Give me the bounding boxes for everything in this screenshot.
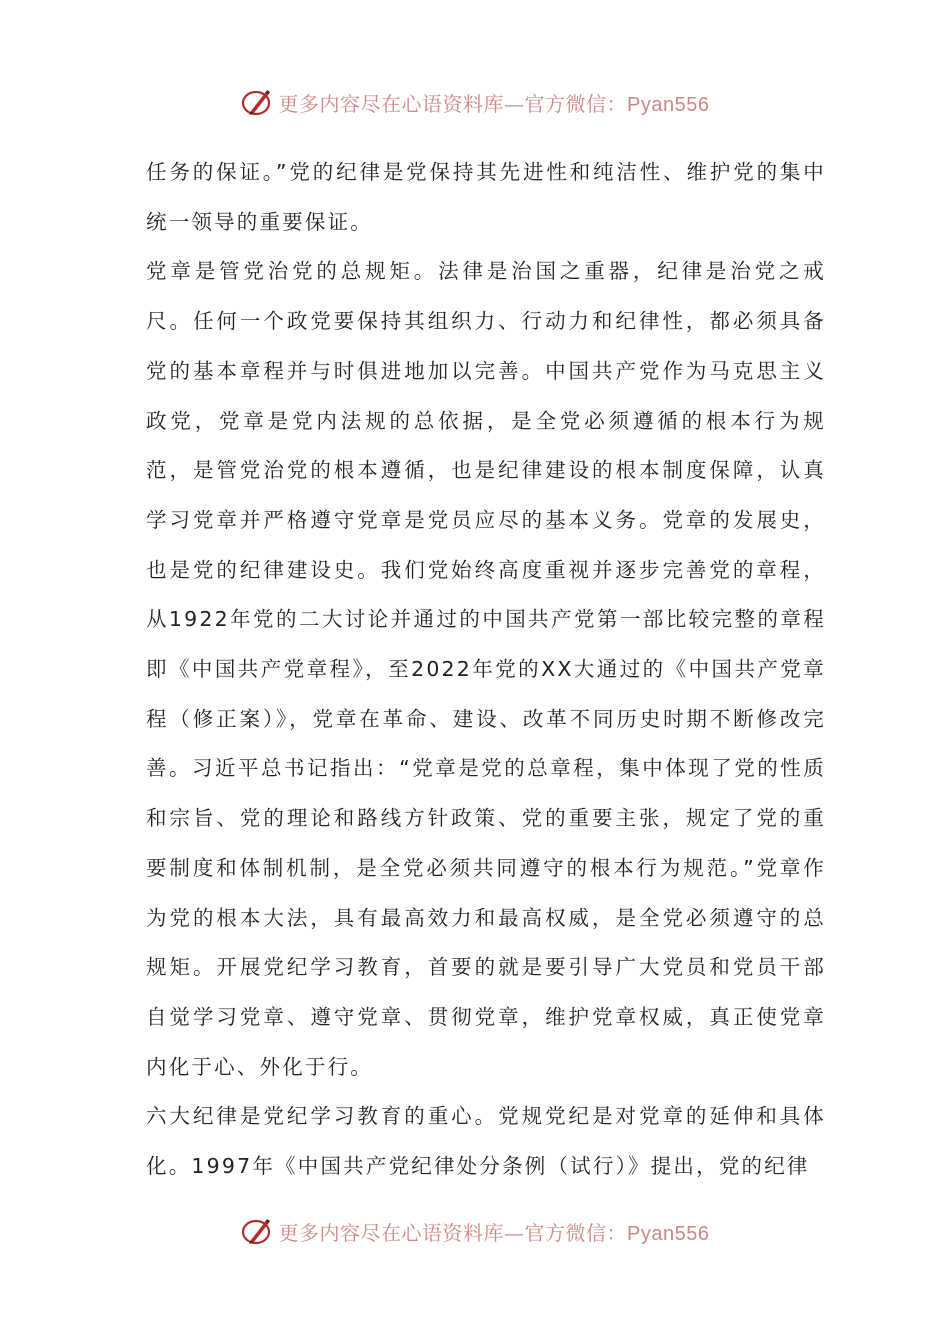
footer-banner-text — [279, 1217, 710, 1246]
paragraph: 六大纪律是党纪学习教育的重心。党规党纪是对党章的延伸和具体化。1997年《中国共产党纪律处分条例（试行）》提出，党的纪律 — [146, 1104, 826, 1179]
paragraph: 党章是管党治党的总规矩。法律是治国之重器，纪律是治党之戒尺。任何一个政党要保持其组织力、行动力和纪律性，都必须具备党的基本章程并与时俱进地加以完善。中国共产党作为马克思主义政党，党章是党内法规的总依据，是全党必须遵循的根本行为规范，是管党治党的根本遵循，也是纪律建设的根本制度保障，认真学习党章并严格遵守党章是党员应尽的基本义务。党章的发展史，也是党的纪律建设史。我们党始终高度重视并逐步完善党的章程，从1922年党的二大讨论并通过的中国共产党第一部比较完整的章程即《中国共产党章程》，至2022年党的XX大通过的《中国共产党章程（修正案）》，党章在革命、建设、改革不同历史时期不断修改完善。习近平总书记指出：“党章是党的总章程，集中体现了党的性质和宗旨、党的理论和路线方针政策、党的重要主张，规定了党的重要制度和体制机制，是全党必须共同遵守的根本行为规范。”党章作为党的根本大法，具有最高效力和最高权威，是全党必须遵守的总规矩。开展党纪学习教育，首要的就是要引导广大党员和党员干部自觉学习党章、遵守党章、贯彻党章，维护党章权威，真正使党章内化于心、外化于行。 — [146, 259, 826, 1079]
pen-logo-icon — [241, 1214, 275, 1248]
header-banner-text — [279, 88, 710, 117]
pen-logo-icon — [241, 85, 275, 119]
header-wechat-id: Pyan556 — [627, 93, 710, 116]
document-body — [146, 148, 826, 1192]
header-banner — [0, 82, 950, 122]
footer-wechat-id: Pyan556 — [627, 1222, 710, 1245]
header-banner-label: 更多内容尽在心语资料库—官方微信： — [278, 91, 628, 116]
footer-banner-label: 更多内容尽在心语资料库—官方微信： — [278, 1220, 628, 1245]
footer-banner — [0, 1211, 950, 1251]
paragraph: 任务的保证。”党的纪律是党保持其先进性和纯洁性、维护党的集中统一领导的重要保证。 — [146, 160, 826, 234]
